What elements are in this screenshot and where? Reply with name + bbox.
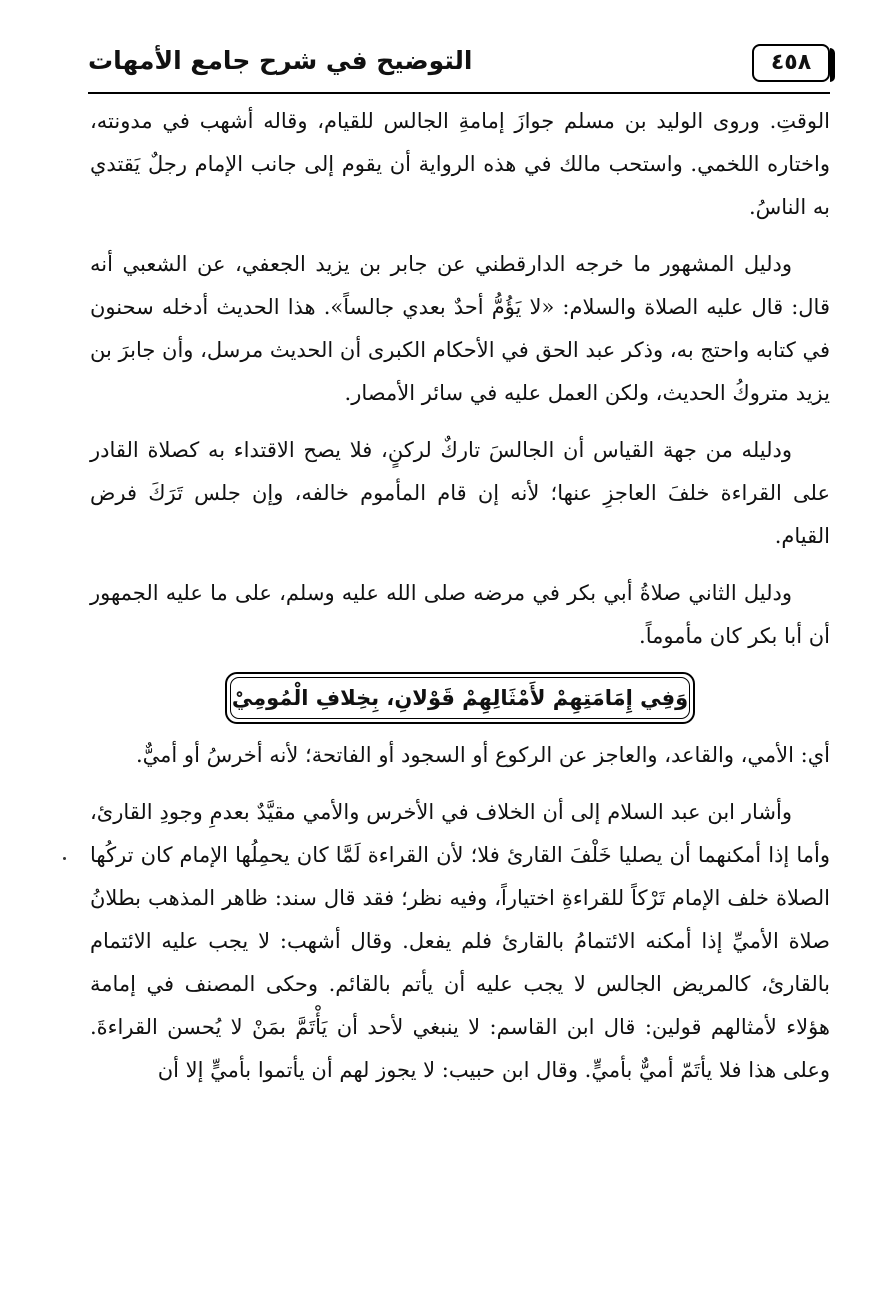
page-header [88,40,830,90]
paragraph: ودليل المشهور ما خرجه الدارقطني عن جابر بن يزيد الجعفي، عن الشعبي أنه قال: قال عليه الصلاة والسلام: «لا يَؤُمُّ أحدٌ بعدي جالساً». هذا الحديث أدخله سحنون في كتابه واحتج به، وذكر عبد الحق في الأحكام الكبرى أن الحديث مرسل، وأن جابرَ بن يزيد متروكُ الحديث، ولكن العمل عليه في سائر الأمصار. [90,252,830,405]
matn-text-box [225,672,695,724]
paragraph: ودليل الثاني صلاةُ أبي بكر في مرضه صلى الله عليه وسلم، على ما عليه الجمهور أن أبا بكر كان مأموماً. [90,581,830,648]
commentary-paragraph: أي: الأمي، والقاعد، والعاجز عن الركوع أو السجود أو الفاتحة؛ لأنه أخرسُ أو أميٌّ. [136,743,830,767]
book-title: التوضيح في شرح جامع الأمهات [88,46,473,75]
paragraph: ودليله من جهة القياس أن الجالسَ تاركٌ لركنٍ، فلا يصح الاقتداء به كصلاة القادر على القراءة خلفَ العاجزِ عنها؛ لأنه إن قام المأموم خالفه، وإن جلس تَرَكَ فرض القيام. [90,438,830,548]
body-text [90,100,830,1106]
commentary-paragraph: وأشار ابن عبد السلام إلى أن الخلاف في الأخرس والأمي مقيَّدٌ بعدمِ وجودِ القارئ، وأما إذا أمكنهما أن يصليا خَلْفَ القارئ فلا؛ لأن القراءة لَمَّا كان يحمِلُها الإمام كان تركُها الصلاة خلف الإمام تَرْكاً للقراءةِ اختياراً، وفيه نظر؛ فقد قال سند: ظاهر المذهب بطلانُ صلاة الأميِّ إذا أمكنه الائتمامُ بالقارئ فلم يفعل. وقال أشهب: لا يجب عليه الائتمام بالقارئ، كالمريض الجالس لا يجب عليه أن يأتم بالقائم. وحكى المصنف في إمامة هؤلاء لأمثالهم قولين: قال ابن القاسم: لا ينبغي لأحد أن يَأْتَمَّ بمَنْ لا يُحسن القراءةَ. وعلى هذا فلا يأتَمّ أميٌّ بأميٍّ. وقال ابن حبيب: لا يجوز لهم أن يأتموا بأميٍّ إلا أن [90,800,830,1082]
header-divider [88,92,830,94]
matn-text: وَفِي إِمَامَتِهِمْ لأَمْثَالِهِمْ قَوْلانِ، بِخِلافِ الْمُومِيْ [230,677,690,719]
page-number-frame [752,44,830,82]
page-number: ٤٥٨ [770,50,812,75]
paragraph: الوقتِ. وروى الوليد بن مسلم جوازَ إمامةِ الجالس للقيام، وقاله أشهب في مدونته، واختاره اللخمي. واستحب مالك في هذه الرواية أن يقوم إلى جانب الإمام رجلٌ يَقتدي به الناسُ. [90,109,830,219]
margin-mark [63,857,66,860]
